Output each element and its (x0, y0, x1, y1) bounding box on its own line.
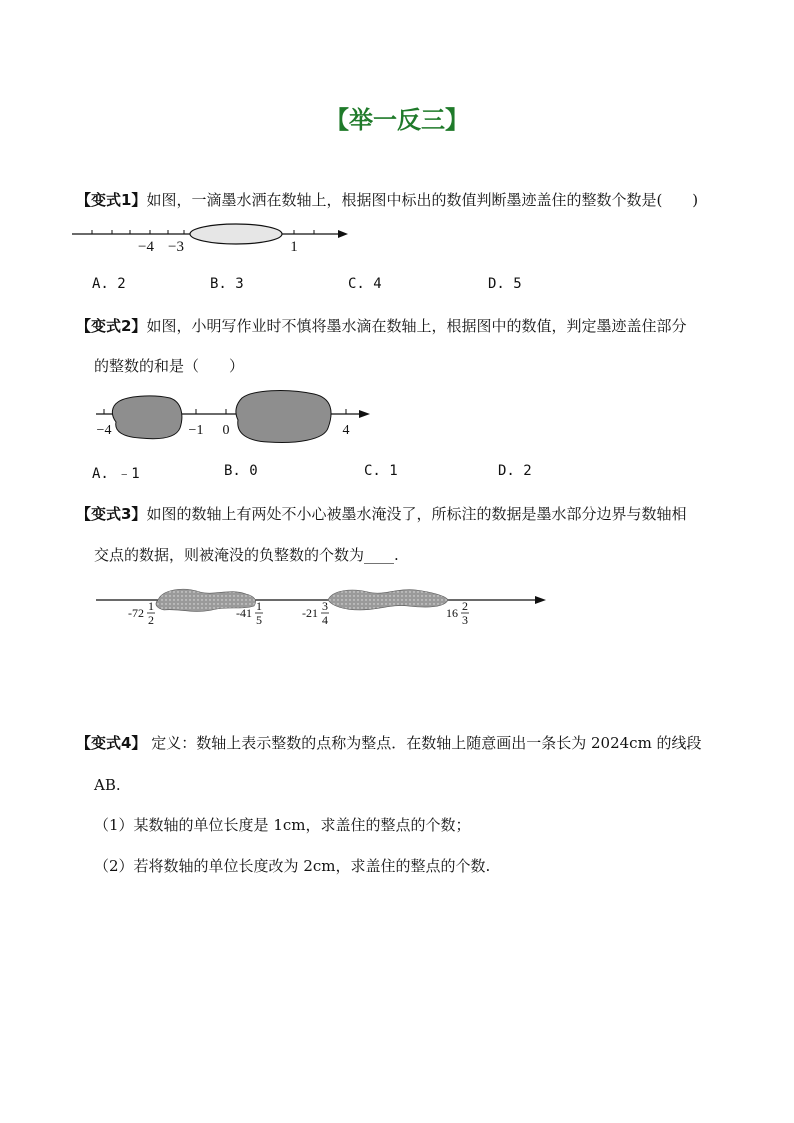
tick-label: 4 (342, 423, 350, 438)
question-2-text: 如图，小明写作业时不慎将墨水滴在数轴上，根据图中的数值，判定墨迹盖住部分 (146, 317, 687, 335)
label-denominator: 5 (256, 613, 262, 627)
option-b: B. 0 (224, 463, 258, 479)
question-4-text: 定义：数轴上表示整数的点称为整点．在数轴上随意画出一条长为 2024cm 的线段 (151, 734, 702, 752)
question-4-part-2: （2）若将数轴的单位长度改为 2cm，求盖住的整点的个数. (94, 857, 491, 875)
boundary-label-1 (128, 599, 155, 627)
axis-arrow (535, 596, 546, 604)
label-whole: -72 (128, 606, 144, 620)
question-4-part-1: （1）某数轴的单位长度是 1cm，求盖住的整点的个数； (94, 816, 471, 834)
question-2-text-cont: 的整数的和是（ ） (94, 357, 245, 375)
tick-label: −4 (138, 239, 154, 255)
label-numerator: 2 (462, 599, 468, 613)
ink-blot-left (112, 396, 181, 439)
boundary-label-4 (446, 599, 469, 627)
number-line-1 (72, 222, 352, 254)
number-line-3 (96, 586, 552, 628)
question-1-text: 如图，一滴墨水洒在数轴上，根据图中标出的数值判断墨迹盖住的整数个数是( ) (146, 191, 699, 209)
question-1 (76, 190, 698, 210)
tick-label: 1 (290, 239, 298, 255)
tick-label: −4 (96, 423, 112, 438)
number-line-2 (96, 390, 376, 444)
label-denominator: 2 (148, 613, 154, 627)
section-title: 【举一反三】 (325, 106, 469, 134)
option-b: B. 3 (210, 276, 244, 292)
label-numerator: 3 (322, 599, 328, 613)
question-2 (76, 316, 686, 336)
question-3-tag: 【变式3】 (76, 505, 147, 523)
label-denominator: 4 (322, 613, 328, 627)
ink-blot-right (328, 590, 448, 610)
question-4-text-cont: AB. (94, 776, 121, 794)
question-2-tag: 【变式2】 (76, 317, 147, 335)
question-3-text: 如图的数轴上有两处不小心被墨水淹没了，所标注的数据是墨水部分边界与数轴相 (146, 505, 687, 523)
ink-blot (190, 224, 282, 244)
label-whole: 16 (446, 606, 458, 620)
label-numerator: 1 (256, 599, 262, 613)
question-4 (76, 733, 702, 753)
boundary-label-3 (302, 599, 329, 627)
question-4-tag: 【变式4】 (76, 734, 147, 752)
option-d: D. 5 (488, 276, 522, 292)
tick-label: 0 (222, 423, 230, 438)
question-3 (76, 504, 686, 524)
option-c: C. 1 (364, 463, 398, 479)
ink-blot-right (236, 391, 331, 443)
question-1-tag: 【变式1】 (76, 191, 147, 209)
label-whole: -21 (302, 606, 318, 620)
option-c: C. 4 (348, 276, 382, 292)
label-numerator: 1 (148, 599, 154, 613)
option-a: A. ﹣1 (92, 466, 140, 482)
option-d: D. 2 (498, 463, 532, 479)
axis-arrow (359, 410, 370, 418)
question-3-text-cont: 交点的数据，则被淹没的负整数的个数为____. (94, 546, 399, 564)
label-whole: -41 (236, 606, 252, 620)
axis-arrow (338, 230, 348, 238)
tick-label: −3 (168, 239, 184, 255)
option-a: A. 2 (92, 276, 126, 292)
tick-label: −1 (188, 423, 204, 438)
label-denominator: 3 (462, 613, 468, 627)
